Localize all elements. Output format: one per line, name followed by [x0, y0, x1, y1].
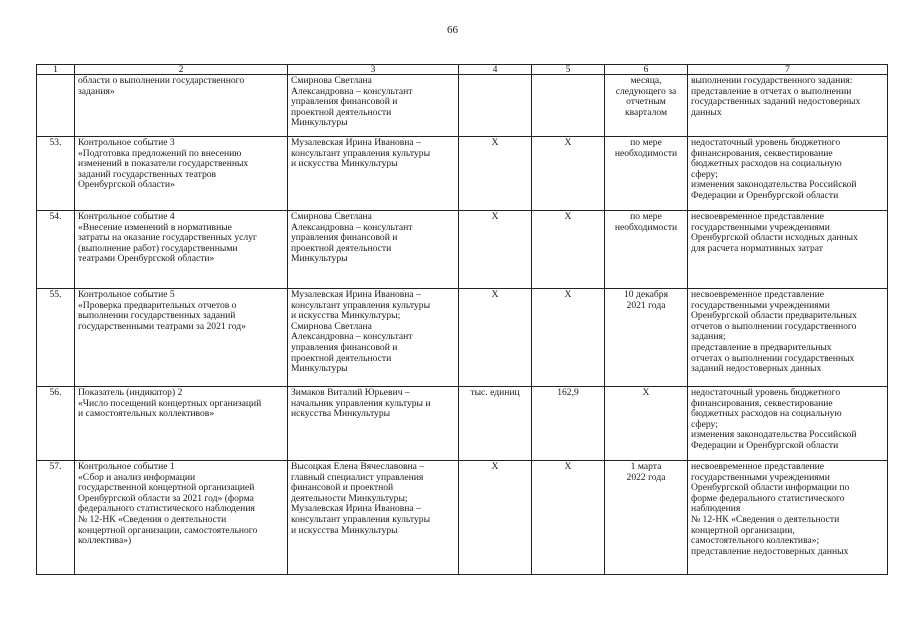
unit-cell: X	[459, 137, 532, 211]
event-cell: Показатель (индикатор) 2 «Число посещений концертных организаций и самостоятельных коллективов»	[75, 387, 288, 461]
table-row	[37, 137, 888, 211]
unit-cell: X	[459, 289, 532, 387]
value-cell: X	[532, 289, 605, 387]
column-header: 4	[459, 65, 532, 75]
event-cell: Контрольное событие 4 «Внесение изменений в нормативные затраты на оказание государственных услуг (выполнение работ) государственными театрами Оренбургской области»	[75, 211, 288, 289]
table-row	[37, 461, 888, 575]
deadline-cell: 1 марта 2022 года	[605, 461, 688, 575]
event-cell: Контрольное событие 1 «Сбор и анализ информации государственной концертной организацией Оренбургской области за 2021 год» (форма федерального статистического наблюдения № 12-НК «Сведения о деятельности концертной организации, самостоятельного коллектива»)	[75, 461, 288, 575]
deadline-cell: по мере необходимости	[605, 137, 688, 211]
risk-cell: несвоевременное представление государственными учреждениями Оренбургской области предварительных отчетов о выполнении государственного задания; представление в предварительных отчетах о выполнении государственных заданий недостоверных данных	[688, 289, 888, 387]
value-cell: 162,9	[532, 387, 605, 461]
risk-cell: недостаточный уровень бюджетного финансирования, секвестирование бюджетных расходов на социальную сферу; изменения законодательства Российской Федерации и Оренбургской области	[688, 387, 888, 461]
unit-cell: тыс. единиц	[459, 387, 532, 461]
row-number: 55.	[37, 289, 75, 387]
column-header: 7	[688, 65, 888, 75]
table-row	[37, 387, 888, 461]
risk-cell: несвоевременное представление государственными учреждениями Оренбургской области исходных данных для расчета нормативных затрат	[688, 211, 888, 289]
unit-cell: X	[459, 211, 532, 289]
risk-cell: несвоевременное представление государственными учреждениями Оренбургской области информации по форме федерального статистического наблюдения № 12-НК «Сведения о деятельности концертной организации, самостоятельного коллектива»; представление недостоверных данных	[688, 461, 888, 575]
table-row	[37, 211, 888, 289]
deadline-cell: X	[605, 387, 688, 461]
responsible-cell: Смирнова Светлана Александровна – консультант управления финансовой и проектной деятельности Минкультуры	[288, 75, 459, 137]
responsible-cell: Смирнова Светлана Александровна – консультант управления финансовой и проектной деятельности Минкультуры	[288, 211, 459, 289]
column-header: 5	[532, 65, 605, 75]
deadline-cell: месяца, следующего за отчетным кварталом	[605, 75, 688, 137]
value-cell: X	[532, 211, 605, 289]
column-header: 1	[37, 65, 75, 75]
table-row	[37, 75, 888, 137]
column-header: 2	[75, 65, 288, 75]
event-cell: Контрольное событие 3 «Подготовка предложений по внесению изменений в показатели государственных заданий государственных театров Оренбургской области»	[75, 137, 288, 211]
row-number: 54.	[37, 211, 75, 289]
risk-cell: выполнении государственного задания: представление в отчетах о выполнении государственных заданий недостоверных данных	[688, 75, 888, 137]
table-row	[37, 289, 888, 387]
responsible-cell: Музалевская Ирина Ивановна – консультант управления культуры и искусства Минкультуры; Смирнова Светлана Александровна – консультант управления финансовой и проектной деятельности Минкультуры	[288, 289, 459, 387]
event-cell: Контрольное событие 5 «Проверка предварительных отчетов о выполнении государственных заданий государственными театрами за 2021 год»	[75, 289, 288, 387]
event-cell: области о выполнении государственного задания»	[75, 75, 288, 137]
page-number: 66	[447, 24, 458, 36]
control-events-table	[36, 64, 888, 575]
responsible-cell: Зимаков Виталий Юрьевич – начальник управления культуры и искусства Минкультуры	[288, 387, 459, 461]
deadline-cell: по мере необходимости	[605, 211, 688, 289]
value-cell: X	[532, 461, 605, 575]
risk-cell: недостаточный уровень бюджетного финансирования, секвестирование бюджетных расходов на социальную сферу; изменения законодательства Российской Федерации и Оренбургской области	[688, 137, 888, 211]
responsible-cell: Высоцкая Елена Вячеславовна – главный специалист управления финансовой и проектной деятельности Минкультуры; Музалевская Ирина Ивановна – консультант управления культуры и искусства Минкультуры	[288, 461, 459, 575]
value-cell	[532, 75, 605, 137]
row-number: 56.	[37, 387, 75, 461]
column-header: 3	[288, 65, 459, 75]
deadline-cell: 10 декабря 2021 года	[605, 289, 688, 387]
unit-cell: X	[459, 461, 532, 575]
row-number	[37, 75, 75, 137]
row-number: 57.	[37, 461, 75, 575]
value-cell: X	[532, 137, 605, 211]
unit-cell	[459, 75, 532, 137]
column-number-header-row	[37, 65, 888, 75]
responsible-cell: Музалевская Ирина Ивановна – консультант управления культуры и искусства Минкультуры	[288, 137, 459, 211]
column-header: 6	[605, 65, 688, 75]
row-number: 53.	[37, 137, 75, 211]
